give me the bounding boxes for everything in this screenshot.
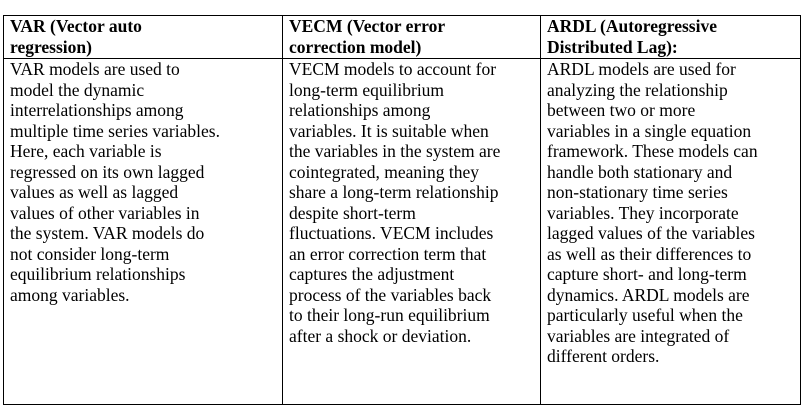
header-row: [4, 16, 801, 59]
text-line: an error correction term that: [289, 243, 487, 264]
text-line: analyzing the relationship: [547, 79, 728, 100]
text-line: values as well as lagged: [10, 182, 179, 202]
text-line: variables are integrated of: [547, 325, 730, 346]
text-line: values of other variables in: [10, 202, 200, 223]
text-line: long-term equilibrium: [289, 79, 445, 100]
text-line: fluctuations. VECM includes: [289, 223, 494, 243]
model-comparison-table: [3, 15, 801, 405]
text-line: ARDL models are used for: [547, 59, 736, 79]
text-line: multiple time series variables.: [10, 120, 220, 141]
cell-ardl-description: [541, 59, 801, 405]
text-line: particularly useful when the: [547, 305, 743, 325]
header-vecm: [283, 16, 541, 59]
text-line: handle both stationary and: [547, 161, 733, 182]
text-line: equilibrium relationships: [10, 264, 186, 284]
text-line: Distributed Lag):: [547, 36, 678, 57]
text-line: different orders.: [547, 346, 660, 366]
text-line: regression): [10, 36, 92, 57]
header-ardl: [541, 16, 801, 59]
text-line: Here, each variable is: [10, 141, 162, 161]
text-line: model the dynamic: [10, 79, 145, 100]
text-line: not consider long-term: [10, 243, 170, 264]
text-line: despite short-term: [289, 202, 416, 223]
text-line: variables in a single equation: [547, 120, 752, 141]
cell-vecm-description: [283, 59, 541, 405]
text-line: the system. VAR models do: [10, 223, 205, 243]
text-line: VECM (Vector error: [289, 16, 446, 36]
text-line: to their long-run equilibrium: [289, 305, 490, 325]
text-line: the variables in the system are: [289, 141, 501, 161]
text-line: after a shock or deviation.: [289, 325, 472, 346]
text-line: among variables.: [10, 284, 130, 305]
text-line: VECM models to account for: [289, 59, 497, 79]
text-line: ARDL (Autoregressive: [547, 16, 717, 36]
text-line: interrelationships among: [10, 100, 184, 120]
text-line: as well as their differences to: [547, 243, 752, 264]
text-line: share a long-term relationship: [289, 182, 499, 202]
text-line: relationships among: [289, 100, 431, 120]
text-line: VAR models are used to: [10, 59, 180, 79]
description-row: [4, 59, 801, 405]
text-line: between two or more: [547, 100, 696, 120]
text-line: captures the adjustment: [289, 264, 455, 284]
text-line: dynamics. ARDL models are: [547, 284, 750, 305]
text-line: correction model): [289, 36, 422, 57]
text-line: variables. It is suitable when: [289, 120, 489, 141]
text-line: regressed on its own lagged: [10, 161, 205, 182]
text-line: cointegrated, meaning they: [289, 161, 479, 182]
text-line: process of the variables back: [289, 284, 492, 305]
text-line: VAR (Vector auto: [10, 16, 142, 36]
header-var: [4, 16, 283, 59]
text-line: variables. They incorporate: [547, 202, 739, 223]
text-line: non-stationary time series: [547, 182, 728, 202]
cell-var-description: [4, 59, 283, 405]
text-line: framework. These models can: [547, 141, 758, 161]
text-line: lagged values of the variables: [547, 223, 755, 243]
text-line: capture short- and long-term: [547, 264, 747, 284]
